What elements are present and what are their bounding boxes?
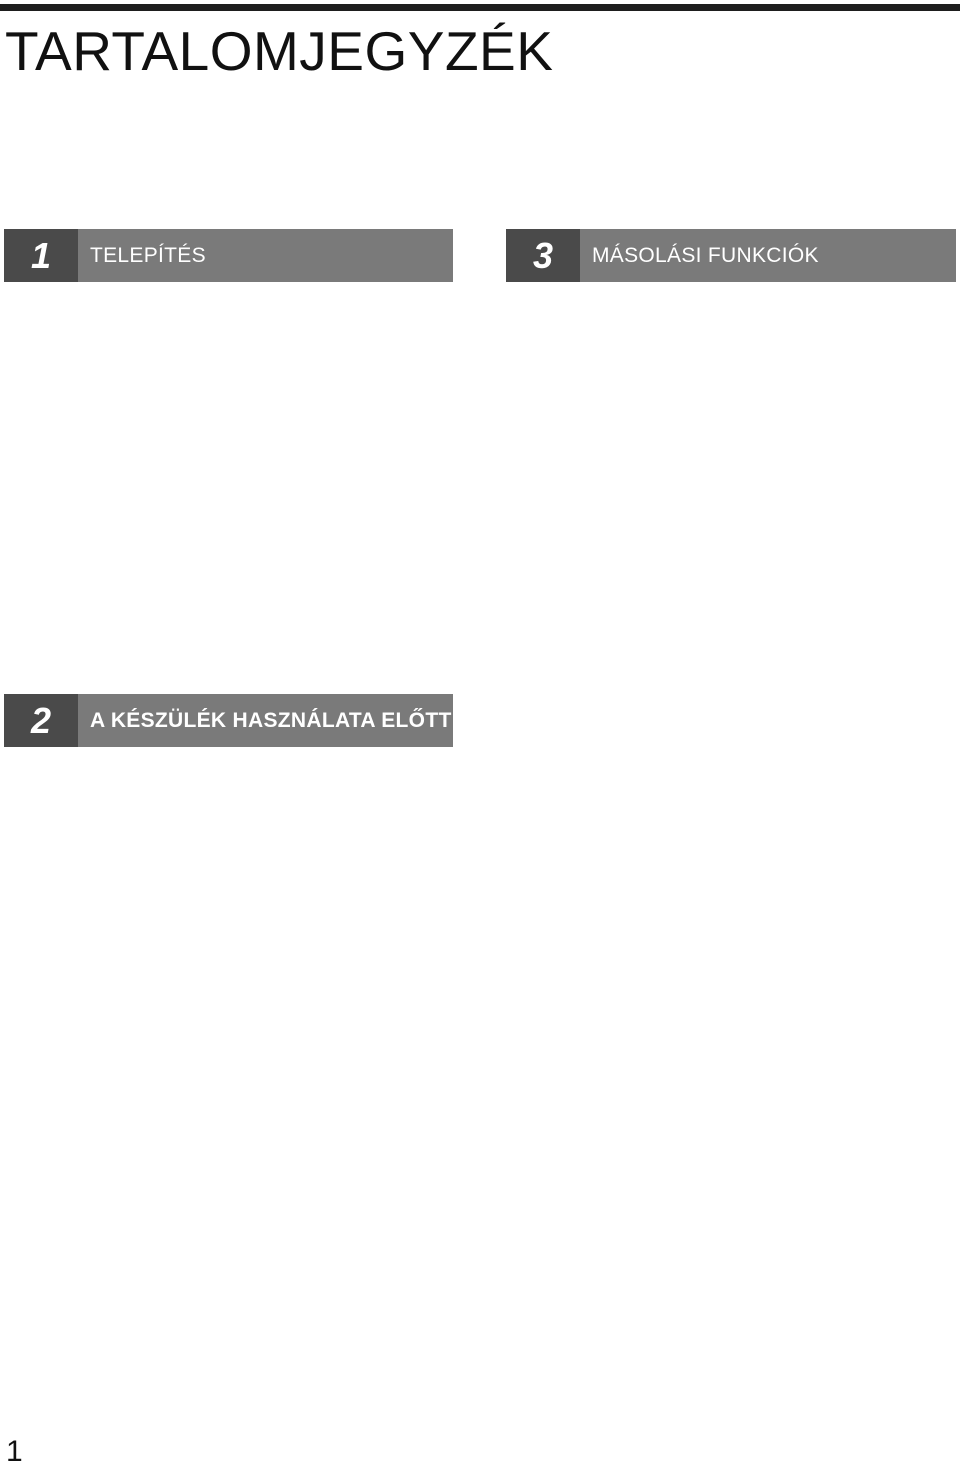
page-title: TARTALOMJEGYZÉK — [5, 20, 554, 82]
section-1-number: 1 — [4, 229, 78, 282]
section-1-title: TELEPÍTÉS — [90, 243, 206, 267]
top-rule — [0, 4, 960, 11]
page-number: 1 — [6, 1435, 23, 1468]
section-3-number: 3 — [506, 229, 580, 282]
section-2-header — [4, 694, 453, 747]
section-3-header — [506, 229, 956, 282]
section-3-title: MÁSOLÁSI FUNKCIÓK — [592, 243, 819, 267]
section-1-header — [4, 229, 453, 282]
section-2-title: A KÉSZÜLÉK HASZNÁLATA ELŐTT — [90, 708, 452, 732]
section-2-number: 2 — [4, 694, 78, 747]
